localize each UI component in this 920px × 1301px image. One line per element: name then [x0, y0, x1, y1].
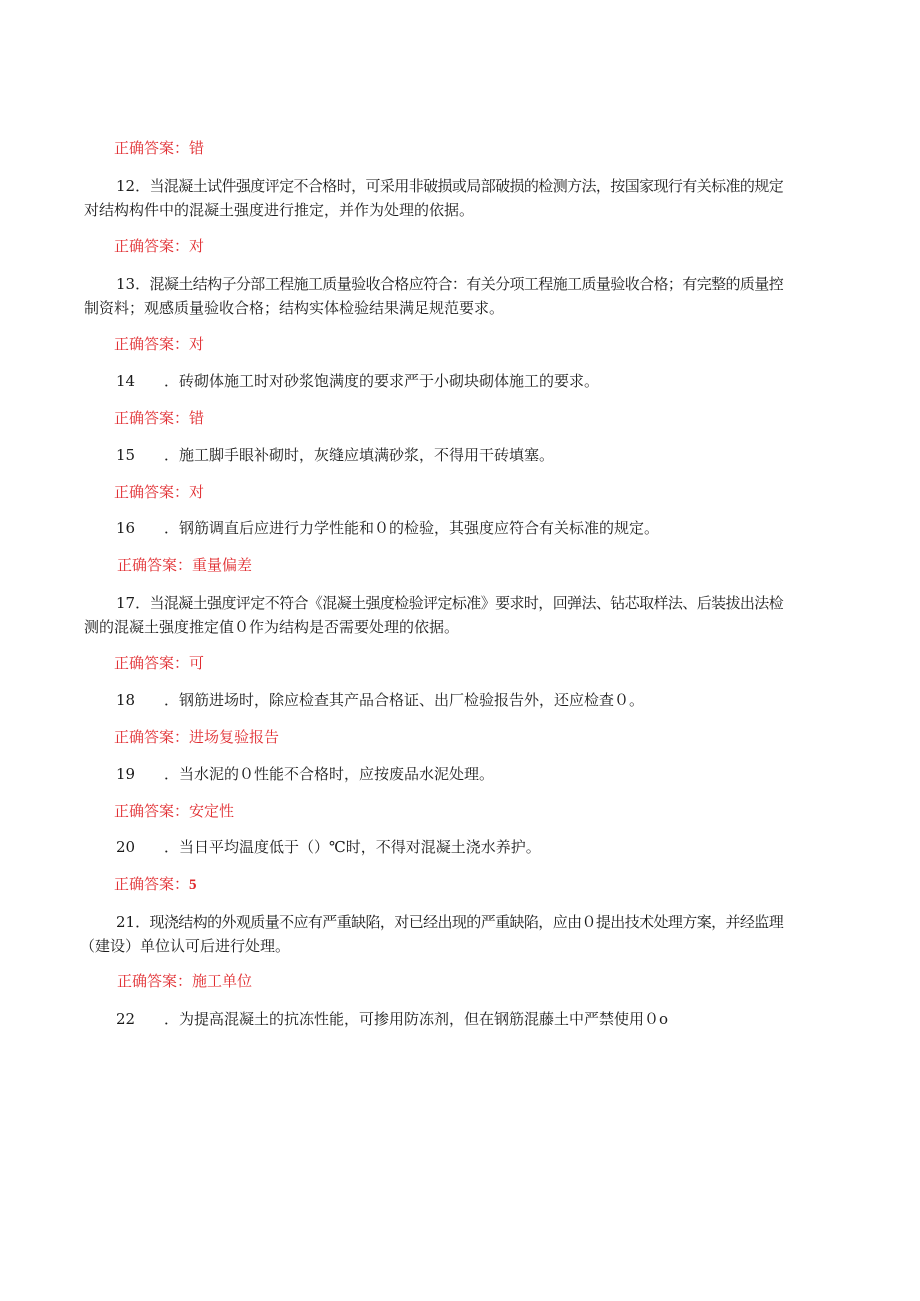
question-13-line-2: 制资料；观感质量验收合格；结构实体检验结果满足规范要求。: [84, 299, 505, 317]
question-15: [116, 445, 554, 466]
question-text: ．为提高混凝土的抗冻性能，可掺用防冻剂，但在钢筋混藤土中严禁使用０o: [164, 1010, 669, 1028]
answer-label: 正确答案：: [117, 972, 193, 990]
question-number: 12: [116, 177, 136, 195]
answer-line: [114, 334, 204, 355]
answer-label: 正确答案：: [114, 139, 190, 157]
question-text: ．当混凝土试件强度评定不合格时，可采用非破损或局部破损的检测方法，按国家现行有关标准的规定: [135, 177, 784, 195]
answer-value: 进场复验报告: [189, 728, 280, 746]
answer-value: 安定性: [189, 802, 235, 820]
answer-value: 可: [189, 654, 205, 672]
question-17-line-2: 测的混凝土强度推定值０作为结构是否需要处理的依据。: [84, 618, 460, 636]
answer-line: [114, 801, 234, 822]
answer-value: 施工单位: [192, 972, 253, 990]
answer-line: [114, 408, 204, 429]
answer-label: 正确答案：: [114, 728, 190, 746]
answer-line: [114, 236, 204, 257]
answer-line: [114, 727, 279, 748]
answer-value: 错: [189, 139, 205, 157]
question-text: ．施工脚手眼补砌时，灰缝应填满砂浆，不得用干砖填塞。: [164, 446, 555, 464]
question-number: 19: [116, 765, 136, 783]
question-number: 17: [116, 594, 136, 612]
answer-label: 正确答案：: [114, 409, 190, 427]
answer-value: 5: [189, 877, 197, 893]
question-text: ．砖砌体施工时对砂浆饱满度的要求严于小砌块砌体施工的要求。: [164, 372, 600, 390]
question-21-line-1: [116, 912, 783, 933]
question-14: [116, 371, 599, 392]
question-text: ．混凝土结构子分部工程施工质量验收合格应符合：有关分项工程施工质量验收合格；有完整的质量控: [135, 275, 784, 293]
answer-value: 重量偏差: [192, 556, 253, 574]
question-number: 15: [116, 446, 136, 464]
answer-value: 对: [189, 335, 205, 353]
question-text: ．当水泥的０性能不合格时，应按废品水泥处理。: [164, 765, 495, 783]
answer-value: 对: [189, 237, 205, 255]
question-number: 20: [116, 838, 136, 856]
question-text: ．钢筋进场时，除应检查其产品合格证、出厂检验报告外，还应检查０。: [164, 691, 645, 709]
answer-line: [114, 653, 204, 674]
question-text: ．现浇结构的外观质量不应有严重缺陷，对已经出现的严重缺陷，应由０提出技术处理方案，并经监理: [135, 913, 784, 931]
question-17-line-1: [116, 593, 783, 614]
question-20: [116, 837, 541, 858]
answer-line: [114, 138, 204, 159]
question-text: ．当混凝土强度评定不符合《混凝土强度检验评定标准》要求时，回弹法、钻芯取样法、后装拔出法检: [135, 594, 784, 612]
answer-line: [117, 971, 252, 992]
answer-label: 正确答案：: [114, 654, 190, 672]
answer-line: [114, 874, 197, 896]
answer-line: [114, 482, 204, 503]
answer-label: 正确答案：: [114, 483, 190, 501]
question-number: 18: [116, 691, 136, 709]
question-16: [116, 518, 659, 539]
question-text: ．钢筋调直后应进行力学性能和０的检验，其强度应符合有关标准的规定。: [164, 519, 660, 537]
question-21-line-2: （建设）单位认可后进行处理。: [80, 937, 291, 955]
question-22: [116, 1009, 668, 1030]
question-number: 14: [116, 372, 136, 390]
question-12-line-2: 对结构构件中的混凝土强度进行推定，并作为处理的依据。: [84, 201, 475, 219]
answer-label: 正确答案：: [114, 875, 190, 893]
question-number: 16: [116, 519, 136, 537]
question-18: [116, 690, 644, 711]
answer-label: 正确答案：: [114, 335, 190, 353]
question-text: ．当日平均温度低于（）℃时，不得对混凝土浇水养护。: [164, 838, 541, 856]
question-number: 22: [116, 1010, 136, 1028]
question-number: 13: [116, 275, 136, 293]
question-12-line-1: [116, 176, 783, 197]
answer-value: 对: [189, 483, 205, 501]
answer-label: 正确答案：: [114, 237, 190, 255]
question-13-line-1: [116, 274, 783, 295]
question-19: [116, 764, 494, 785]
answer-value: 错: [189, 409, 205, 427]
answer-line: [117, 555, 252, 576]
answer-label: 正确答案：: [114, 802, 190, 820]
question-number: 21: [116, 913, 136, 931]
answer-label: 正确答案：: [117, 556, 193, 574]
